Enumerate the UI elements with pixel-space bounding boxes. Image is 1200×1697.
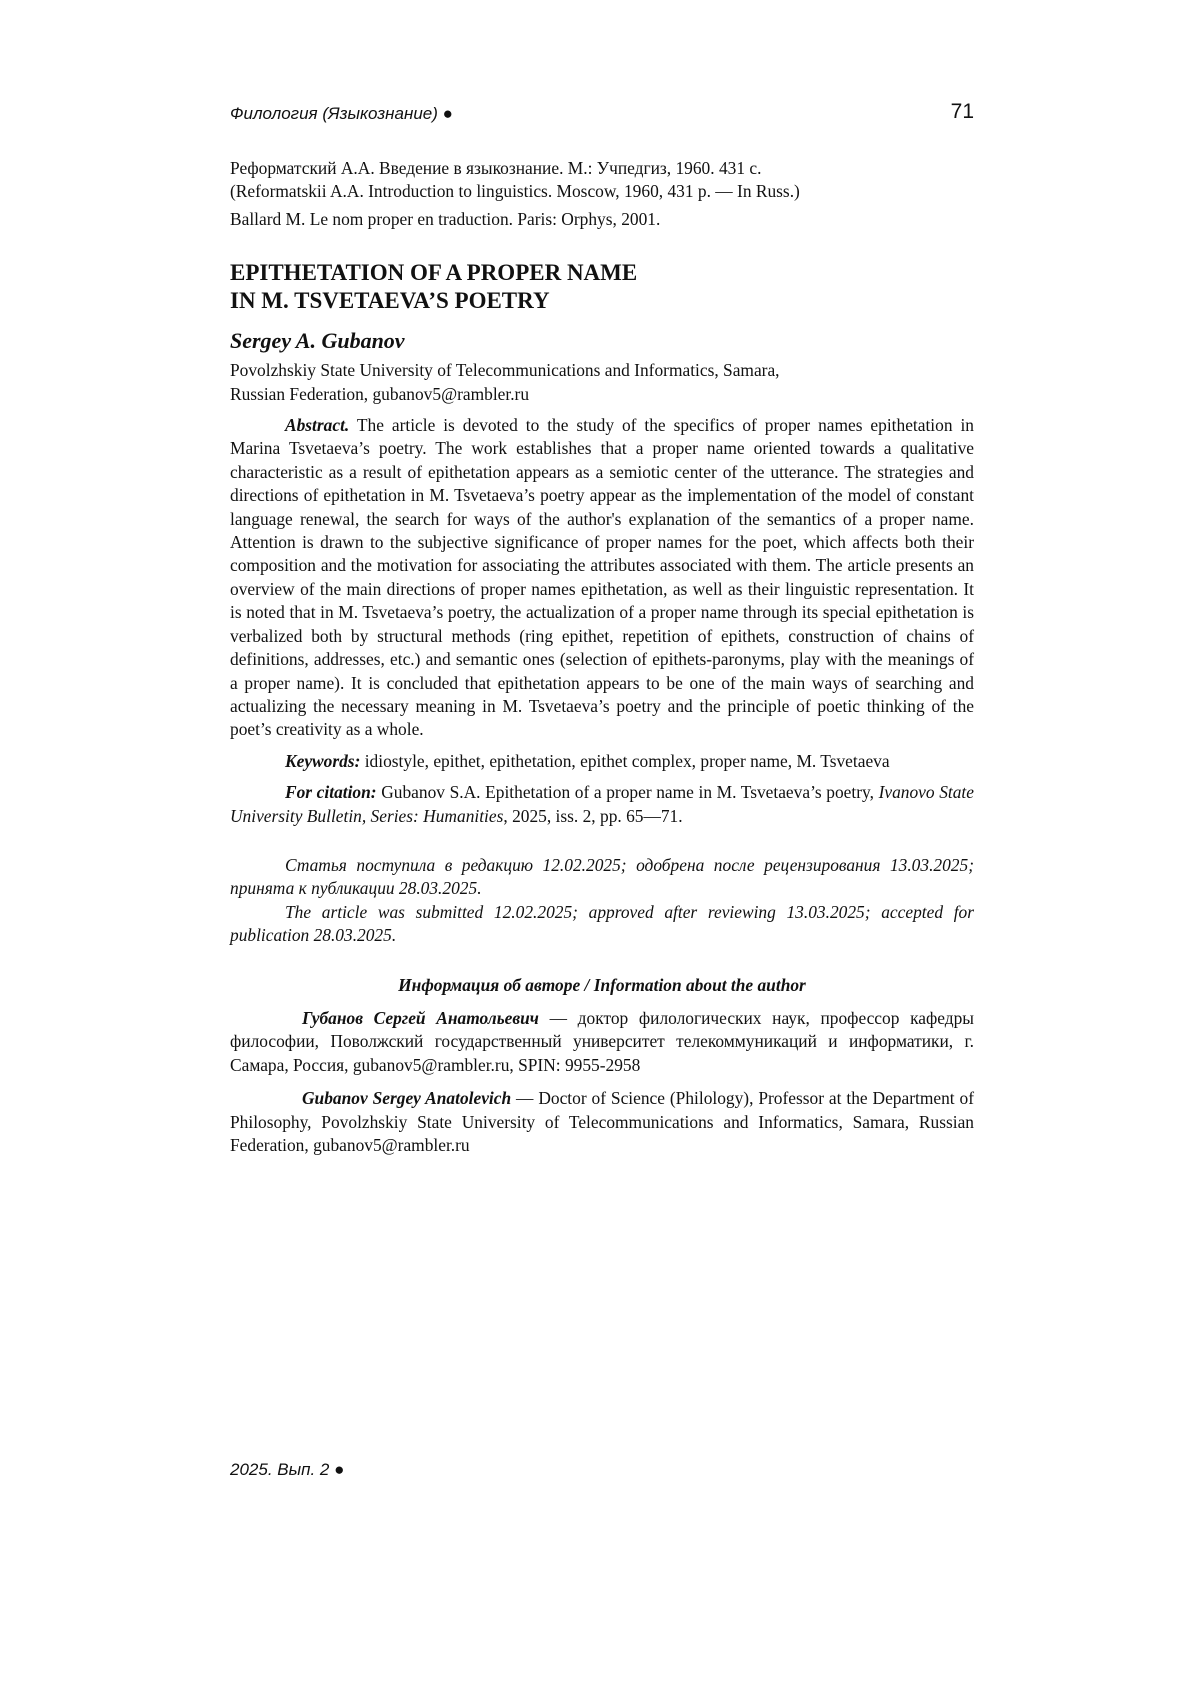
page-number: 71 [951, 100, 974, 124]
citation-label: For citation: [285, 782, 377, 802]
author-affiliation [230, 359, 974, 406]
author-name: Sergey A. Gubanov [230, 327, 974, 355]
reference-line: Реформатский А.А. Введение в языкознание. М.: Учпедгиз, 1960. 431 с. [230, 157, 974, 180]
journal-page [0, 0, 1200, 1697]
submission-dates-ru: Статья поступила в редакцию 12.02.2025; одобрена после рецензирования 13.03.2025; принята к публикации 28.03.2025. [230, 854, 974, 901]
journal-section-title: Филология (Языкознание) ● [230, 104, 453, 124]
abstract-text: The article is devoted to the study of the specifics of proper names epi­thetation in Marina Tsvetaeva’s poetry. The work establishes that a proper name oriented towards a qualitative characteristic as a result of epithetation appears as a semiotic center of the utterance. The strategies and directions of epithetation in M. Tsvetaeva’s poetry ap­pear as the implementation of the model of constant language renewal, the search for ways of the author's explanation of the semantics of a proper name. Attention is drawn to the sub­jective significance of proper names for the poet, which affects both their composition and the motivation for associating the attributes associated with them. The article presents an overview of the main directions of proper names epithetation, as well as their linguistic representation. It is noted that in M. Tsvetaeva’s poetry, the actualization of a proper name through its special epithetation is verbalized both by structural methods (ring epithet, repeti­tion of epithets, construction of chains of definitions, addresses, etc.) and semantic ones (selec­tion of epithets-paronyms, play with the meanings of a proper name). It is concluded that epi­thetation appears to be one of the main ways of searching and actualizing the necessary meaning in M. Tsvetaeva’s poetry and the principle of poetic thinking of the poet’s creativity as a whole. [230, 415, 974, 739]
article-title-line: IN M. TSVETAEVA’S POETRY [230, 287, 974, 315]
reference-line: (Reformatskii A.A. Introduction to linguistics. Moscow, 1960, 431 p. — In Russ.) [230, 180, 974, 203]
author-info-heading: Информация об авторе / Information about the author [230, 974, 974, 997]
abstract-label: Abstract. [285, 415, 349, 435]
citation-text: Gubanov S.A. Epithetation of a proper name in M. Tsvetaeva’s poetry, [381, 782, 874, 802]
page-content [230, 157, 974, 1157]
keywords [230, 750, 974, 773]
affiliation-line: Povolzhskiy State University of Telecommunications and Informatics, Samara, [230, 359, 974, 382]
author-bio-ru [230, 1007, 974, 1077]
article-title [230, 259, 974, 315]
keywords-label: Keywords: [285, 751, 360, 771]
keywords-text: idiostyle, epithet, epithetation, epithet complex, proper name, M. Tsvetaeva [365, 751, 890, 771]
author-bio-ru-text: — доктор филологических наук, профессор кафедры философии, Поволжский государственный университет телекоммуникаций и информатики, г. Самара, Россия, gubanov5@rambler.ru, SPIN: 9955-2958 [230, 1008, 974, 1075]
issue-footer: 2025. Вып. 2 ● [230, 1460, 344, 1480]
affiliation-line: Russian Federation, gubanov5@rambler.ru [230, 383, 974, 406]
running-header [230, 100, 974, 132]
author-bio-ru-name: Губанов Сергей Анатольевич [302, 1008, 539, 1028]
reference-item [230, 208, 974, 231]
citation-journal: Ivanovo State University Bulletin, Series: Humanities [230, 782, 974, 825]
submission-dates-en: The article was submitted 12.02.2025; approved after reviewing 13.03.2025; accepted for publication 28.03.2025. [230, 901, 974, 948]
abstract [230, 414, 974, 742]
author-bio-en [230, 1087, 974, 1157]
submission-dates [230, 854, 974, 948]
reference-item [230, 157, 974, 204]
reference-line: Ballard M. Le nom proper en traduction. Paris: Orphys, 2001. [230, 208, 974, 231]
author-bio-en-name: Gubanov Sergey Anatolevich [302, 1088, 511, 1108]
citation-tail: , 2025, iss. 2, pp. 65—71. [503, 806, 682, 826]
citation [230, 781, 974, 828]
author-bio-en-text: — Doctor of Science (Philology), Professor at the De­partment of Philosophy, Povolzhskiy State University of Telecommunications and Informatics, Samara, Russian Federation, gubanov5@rambler.ru [230, 1088, 974, 1155]
article-title-line: EPITHETATION OF A PROPER NAME [230, 259, 974, 287]
